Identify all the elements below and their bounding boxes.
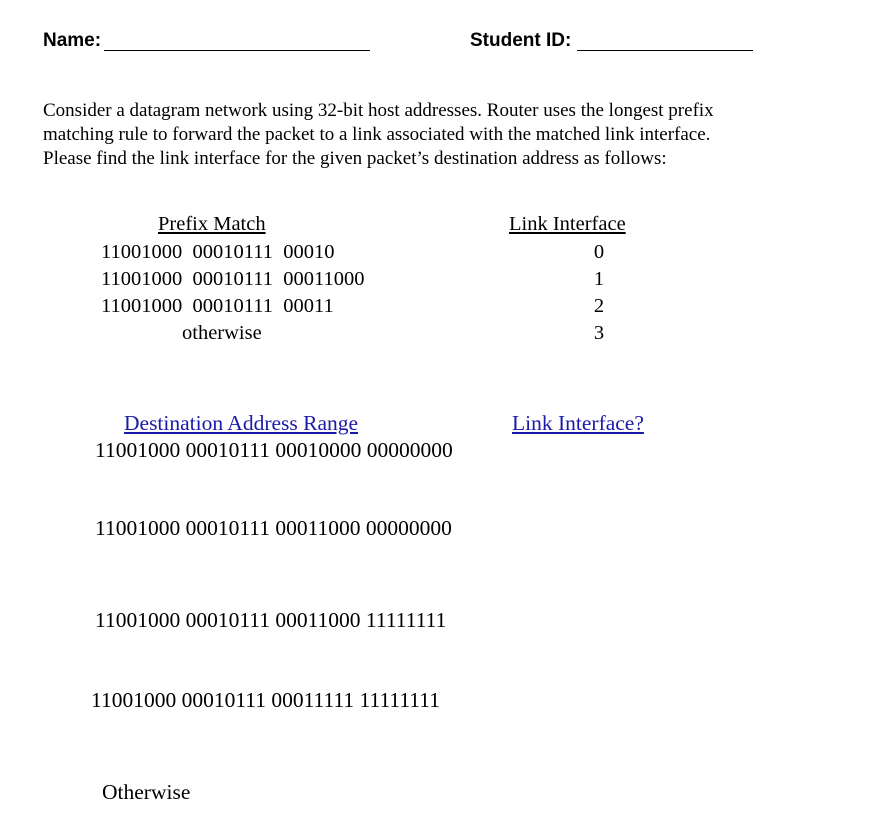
interface-value: 1: [593, 268, 605, 290]
name-blank-line[interactable]: [104, 50, 370, 51]
destination-address-row: 11001000 00010111 00010000 00000000: [95, 438, 453, 462]
prefix-row: 11001000 00010111 00011: [101, 295, 334, 317]
interface-value: 0: [593, 241, 605, 263]
destination-range-header: Destination Address Range: [124, 411, 359, 435]
destination-address-row: 11001000 00010111 00011000 11111111: [95, 608, 447, 632]
prefix-row: 11001000 00010111 00011000: [101, 268, 365, 290]
intro-paragraph: [43, 99, 833, 171]
prefix-match-header: Prefix Match: [158, 213, 266, 235]
intro-line: Consider a datagram network using 32-bit host addresses. Router uses the longest prefix: [43, 100, 714, 121]
intro-line: Please find the link interface for the given packet’s destination address as follows:: [43, 148, 667, 169]
destination-address-row: 11001000 00010111 00011000 00000000: [95, 516, 452, 540]
link-interface-header: Link Interface: [509, 213, 626, 235]
destination-address-otherwise: Otherwise: [102, 780, 191, 804]
link-interface-question-header: Link Interface?: [512, 411, 644, 435]
prefix-row: 11001000 00010111 00010: [101, 241, 335, 263]
name-label: Name:: [43, 30, 102, 51]
interface-value: 3: [593, 322, 605, 344]
destination-address-row: 11001000 00010111 00011111 11111111: [91, 688, 440, 712]
interface-value: 2: [593, 295, 605, 317]
prefix-row-otherwise: otherwise: [182, 322, 262, 344]
student-id-blank-line[interactable]: [577, 50, 753, 51]
student-id-label: Student ID:: [470, 30, 572, 51]
intro-line: matching rule to forward the packet to a link associated with the matched link interface.: [43, 124, 711, 145]
